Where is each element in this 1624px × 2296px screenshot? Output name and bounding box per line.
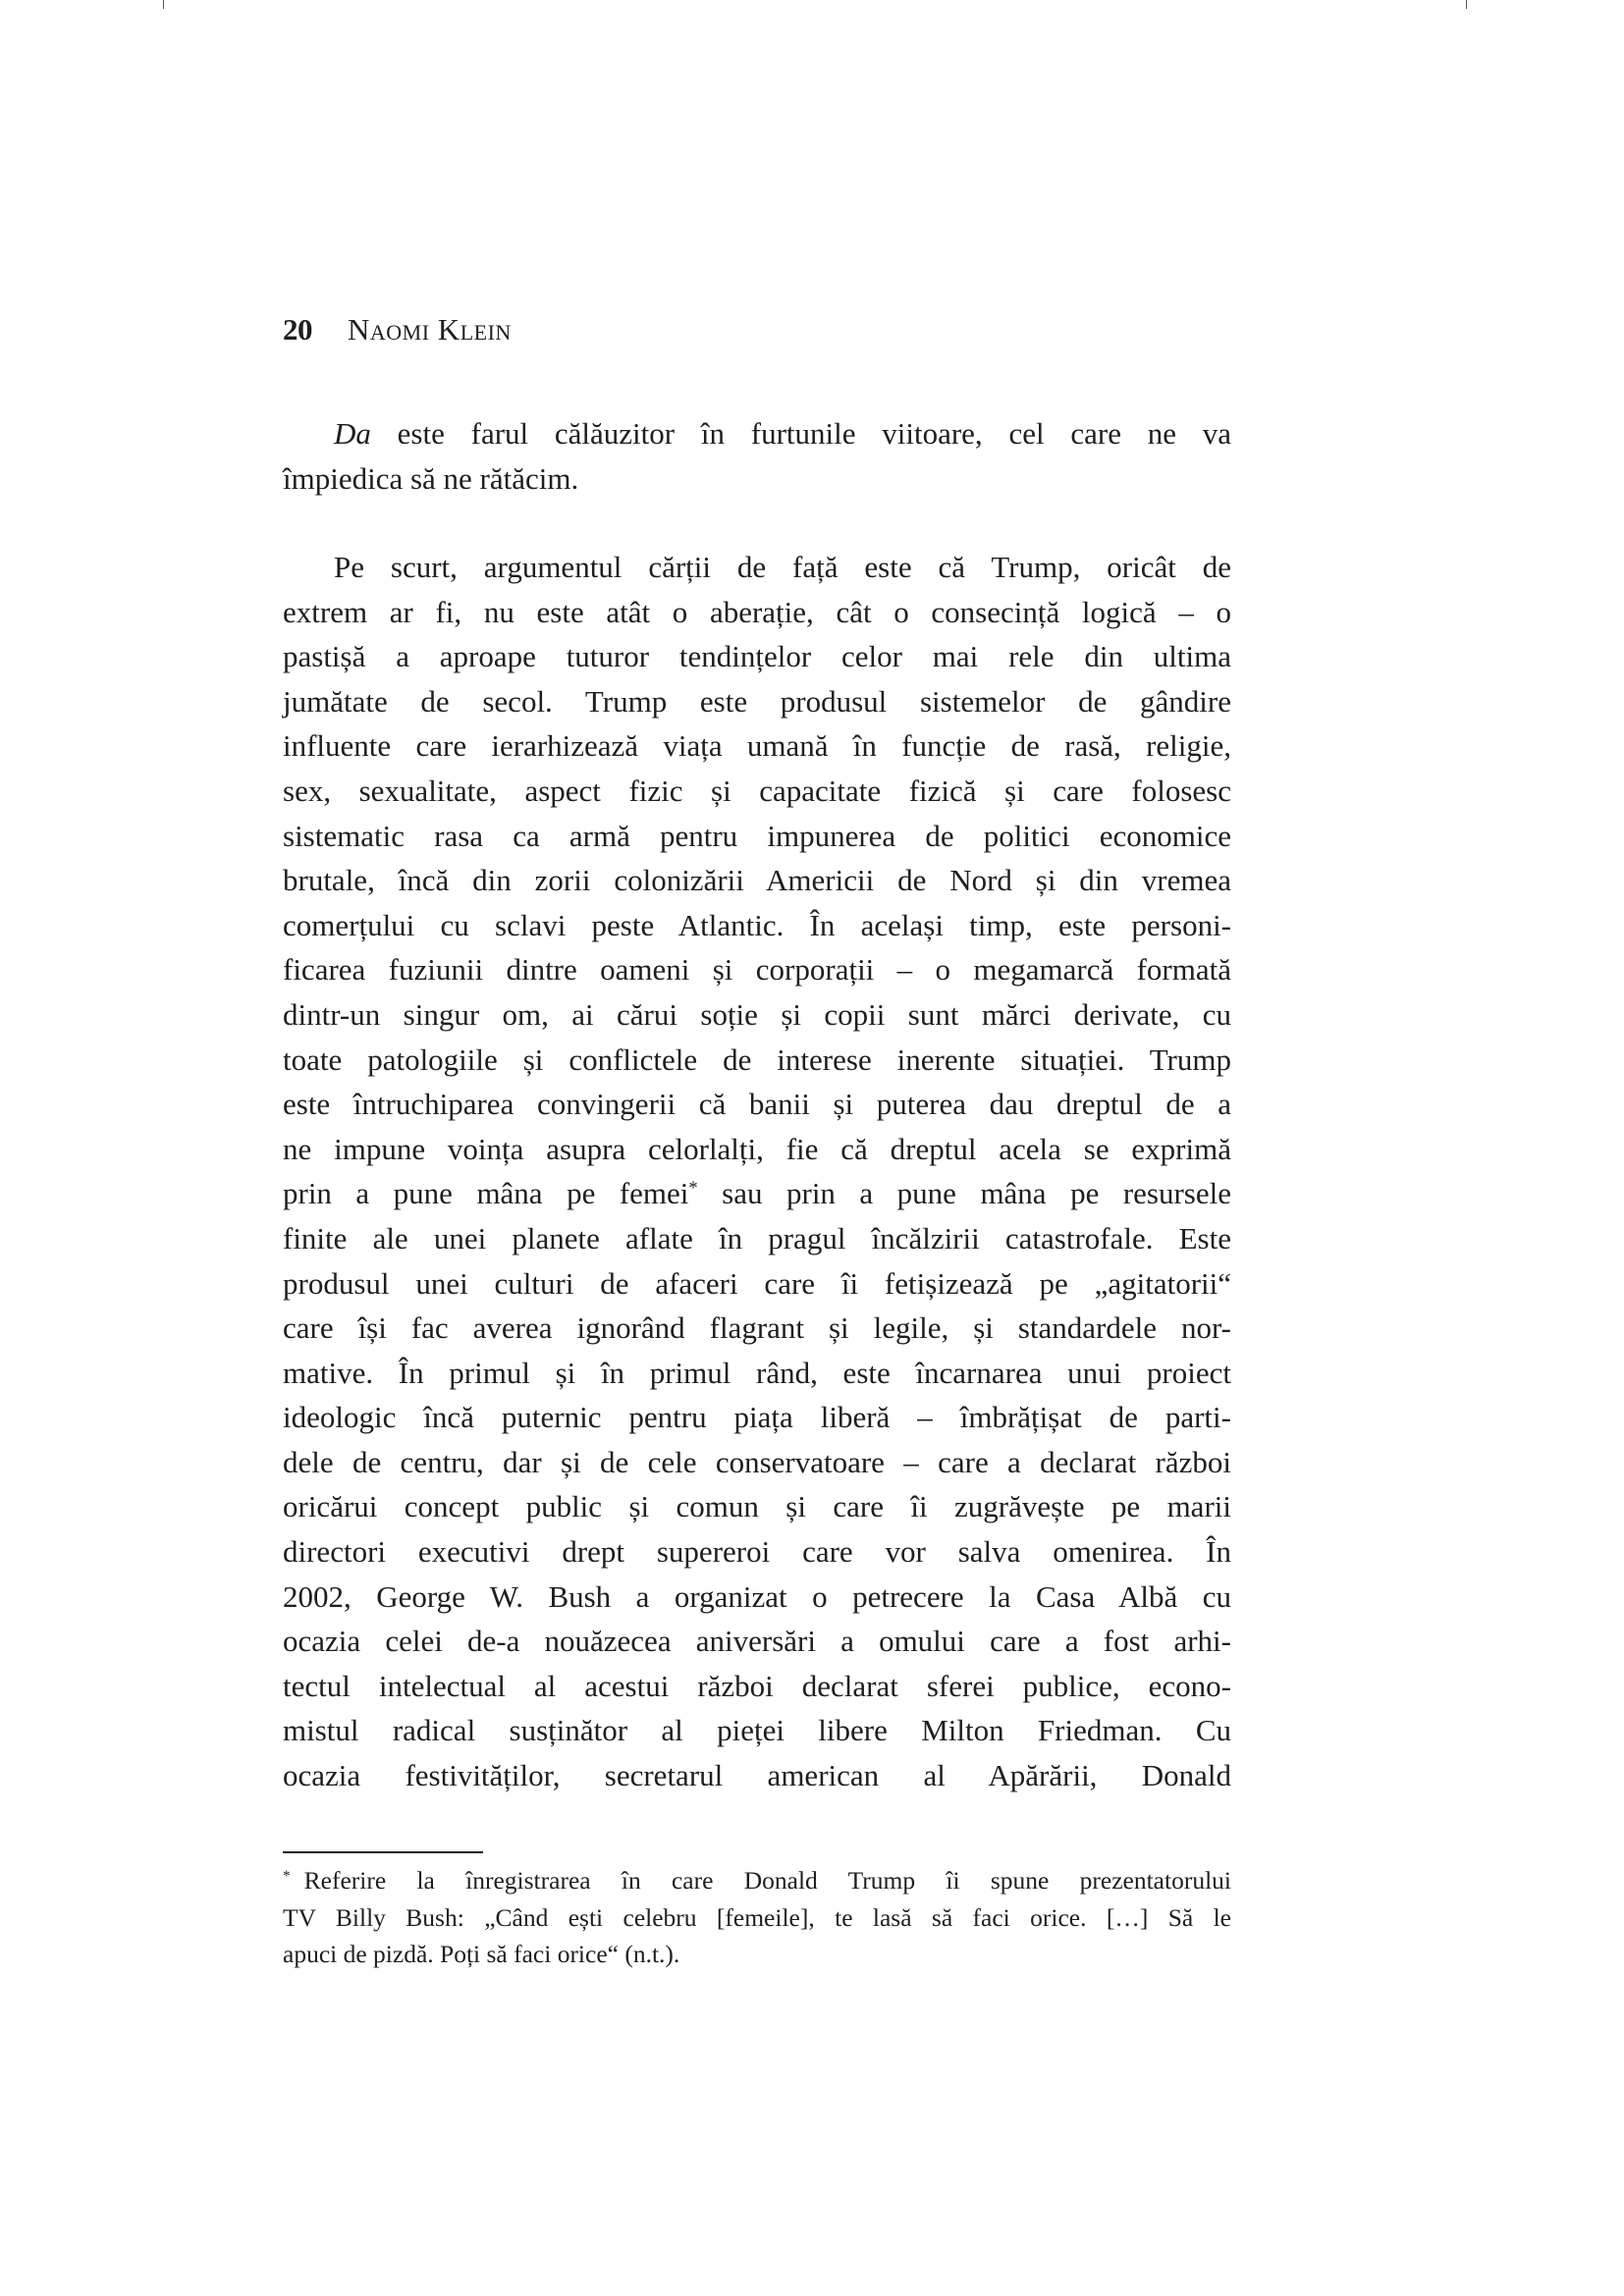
text-line — [283, 545, 1231, 590]
text-span: comerțului cu sclavi peste Atlantic. În același timp, este personi- — [283, 907, 1231, 942]
paragraph-2 — [283, 545, 1231, 1798]
text-line — [283, 947, 1231, 992]
text-span: TV Billy Bush: „Când ești celebru [femeile], te lasă să faci orice. […] Să le — [283, 1902, 1231, 1932]
text-line — [283, 679, 1231, 724]
footnote-mark: * — [283, 1868, 291, 1886]
text-span: mistul radical susținător al pieței libere Milton Friedman. Cu — [283, 1713, 1231, 1748]
text-span: ideologic încă puternic pentru piața liberă – îmbrățișat de parti- — [283, 1400, 1231, 1435]
text-span: sex, sexualitate, aspect fizic și capacitate fizică și care folosesc — [283, 773, 1231, 808]
text-line — [283, 1038, 1231, 1083]
text-span: ficarea fuziunii dintre oameni și corporații – o megamarcă formată — [283, 952, 1231, 988]
text-line — [283, 411, 1231, 456]
text-line — [283, 903, 1231, 948]
text-line — [283, 1440, 1231, 1485]
text-line — [283, 1306, 1231, 1351]
text-line — [283, 1619, 1231, 1664]
text-span: toate patologiile și conflictele de interese inerente situației. Trump — [283, 1041, 1231, 1077]
text-line — [283, 1753, 1231, 1798]
text-line — [283, 1708, 1231, 1753]
text-line — [283, 992, 1231, 1038]
text-line — [283, 1664, 1231, 1709]
text-span: Referire la înregistrarea în care Donald Trump îi spune prezentatorului — [303, 1866, 1231, 1895]
page-number: 20 — [283, 312, 312, 347]
text-span: pastișă a aproape tuturor tendințelor celor mai rele din ultima — [283, 639, 1231, 674]
text-line — [283, 456, 1231, 502]
text-line — [283, 1171, 1231, 1216]
text-line — [283, 1351, 1231, 1396]
crop-mark-right — [1466, 0, 1467, 9]
text-span: ocazia celei de-a nouăzecea aniversări a omului care a fost arhi- — [283, 1624, 1231, 1659]
text-span: împiedica să ne rătăcim. — [283, 460, 579, 496]
text-span: dintr-un singur om, ai cărui soție și copii sunt mărci derivate, cu — [283, 996, 1231, 1032]
text-span: finite ale unei planete aflate în pragul încălzirii catastrofale. Este — [283, 1220, 1231, 1255]
text-span: prin a pune mâna pe femei — [283, 1176, 689, 1211]
italic-lead: Da — [334, 416, 371, 451]
text-span: jumătate de secol. Trump este produsul sistemelor de gândire — [283, 683, 1231, 719]
text-span: sau prin a pune mâna pe resursele — [697, 1176, 1231, 1211]
text-span: extrem ar fi, nu este atât o aberație, cât o consecință logică – o — [283, 594, 1231, 629]
text-span: brutale, încă din zorii colonizării Americii de Nord și din vremea — [283, 863, 1231, 898]
text-span: este întruchiparea convingerii că banii și puterea dau dreptul de a — [283, 1087, 1231, 1122]
text-span: influente care ierarhizează viața umană în funcție de rasă, religie, — [283, 728, 1231, 764]
text-span: oricărui concept public și comun și care îi zugrăvește pe marii — [283, 1489, 1231, 1524]
text-span: dele de centru, dar și de cele conservatoare – care a declarat război — [283, 1444, 1231, 1479]
crop-mark-left — [163, 0, 164, 9]
text-span: apuci de pizdă. Poți să faci orice“ (n.t.). — [283, 1940, 680, 1968]
text-span: Pe scurt, argumentul cărții de față este că Trump, oricât de — [334, 550, 1231, 584]
text-line — [283, 858, 1231, 903]
text-span: produsul unei culturi de afaceri care îi fetișizează pe „agitatorii“ — [283, 1265, 1231, 1301]
paragraph-1 — [283, 411, 1231, 501]
footnote-reference[interactable]: * — [688, 1178, 698, 1200]
footnote-line — [283, 1899, 1231, 1937]
author-name: Naomi Klein — [348, 312, 512, 347]
text-span: ocazia festivităților, secretarul american al Apărării, Donald — [283, 1758, 1231, 1793]
text-line — [283, 1261, 1231, 1307]
footnote-line — [283, 1936, 1231, 1973]
text-line — [283, 723, 1231, 769]
footnote — [283, 1862, 1231, 1973]
text-span: care își fac averea ignorând flagrant și legile, și standardele nor- — [283, 1310, 1231, 1346]
text-line — [283, 769, 1231, 814]
text-line — [283, 1529, 1231, 1575]
running-head — [283, 312, 512, 347]
text-span: este farul călăuzitor în furtunile viitoare, cel care ne va — [370, 416, 1231, 451]
text-line — [283, 1575, 1231, 1620]
text-line — [283, 1216, 1231, 1261]
footnote-line — [283, 1862, 1231, 1899]
text-span: 2002, George W. Bush a organizat o petrecere la Casa Albă cu — [283, 1578, 1231, 1614]
text-line — [283, 634, 1231, 679]
text-line — [283, 1395, 1231, 1440]
text-line — [283, 1082, 1231, 1127]
text-line — [283, 1484, 1231, 1529]
text-span: mative. În primul și în primul rând, este încarnarea unui proiect — [283, 1355, 1231, 1390]
text-span: sistematic rasa ca armă pentru impunerea de politici economice — [283, 818, 1231, 853]
text-line — [283, 590, 1231, 635]
footnote-separator — [283, 1851, 483, 1853]
text-line — [283, 1127, 1231, 1172]
text-span: ne impune voința asupra celorlalți, fie că dreptul acela se exprimă — [283, 1131, 1231, 1166]
text-line — [283, 814, 1231, 859]
text-span: tectul intelectual al acestui război declarat sferei publice, econo- — [283, 1668, 1231, 1703]
text-span: directori executivi drept supereroi care vor salva omenirea. În — [283, 1534, 1231, 1570]
